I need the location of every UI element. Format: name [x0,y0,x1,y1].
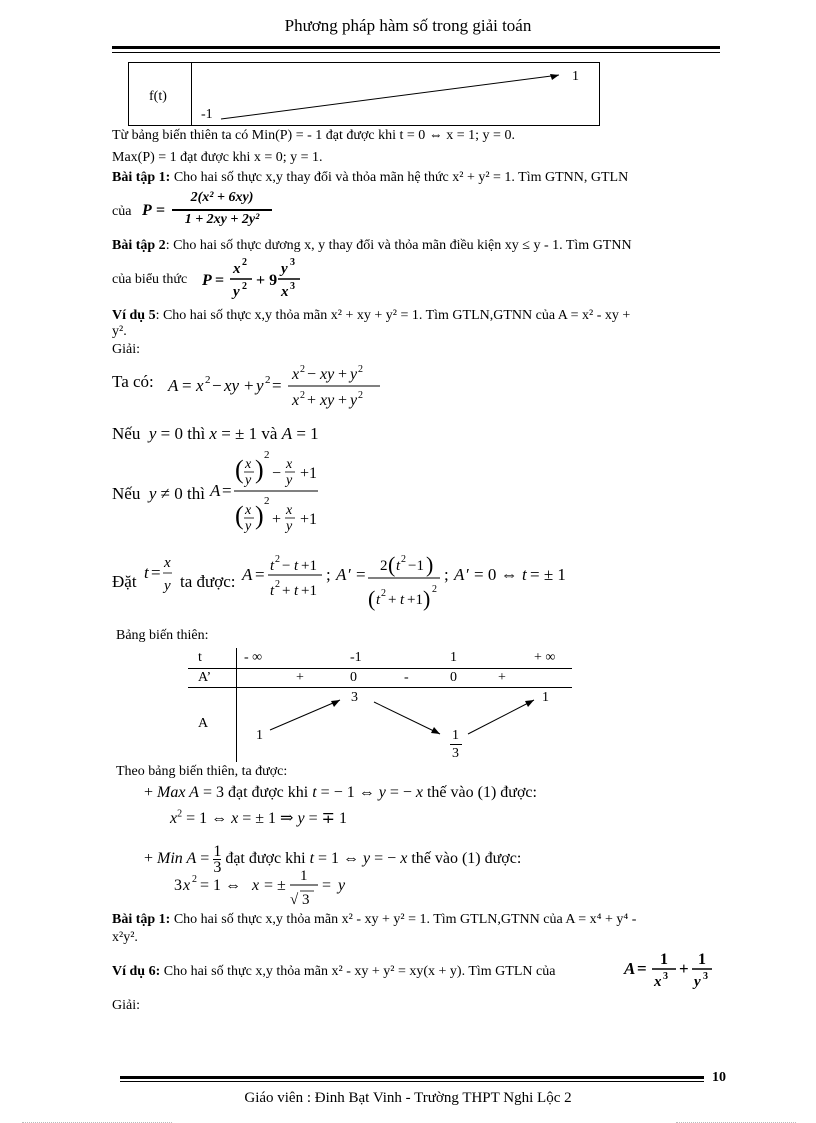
bbt-t-value: 1 [450,650,457,665]
ft-right-value: 1 [572,69,579,84]
svg-text:2: 2 [380,558,388,574]
svg-text:+: + [388,592,397,608]
svg-text:x: x [654,974,662,990]
bbt-t-value: - ∞ [244,650,263,665]
footer-rule-thin [120,1081,704,1082]
svg-text:A: A [168,376,179,395]
bbt-label: Bảng biến thiên: [116,628,209,643]
svg-text:t: t [294,558,299,574]
svg-text:): ) [255,501,264,530]
svg-text:): ) [423,586,431,611]
svg-text:2: 2 [358,364,363,375]
svg-text:x: x [164,555,171,571]
bt2-text: : Cho hai số thực dương x, y thay đổi và thỏa mãn điều kiện xy ≤ y - 1. Tìm GTNN [165,238,632,253]
svg-text:t: t [400,592,405,608]
svg-text:y: y [245,519,252,534]
svg-text:(: ( [368,586,376,611]
svg-text:1: 1 [698,951,706,968]
taco-formula [164,358,394,414]
svg-text:x: x [245,503,252,518]
svg-text:x: x [286,503,293,518]
svg-text:+ 9: + 9 [256,272,278,289]
ft-table [128,62,600,126]
svg-text:x: x [233,261,241,277]
svg-text:2: 2 [275,579,280,590]
svg-text:A: A [624,959,636,978]
svg-text:+1: +1 [300,511,318,528]
svg-text:=: = [272,376,282,395]
svg-text:1: 1 [300,868,308,884]
svg-text:=: = [255,565,265,584]
svg-text:;: ; [444,565,449,584]
svg-text:2: 2 [401,554,406,565]
vd6-label: Ví dụ 6: [112,964,161,979]
vd6-text: Cho hai số thực x,y thỏa mãn x² - xy + y² = xy(x + y). Tìm GTLN của [160,964,556,979]
footer-rule-thick [120,1076,704,1079]
bt1-cua: của [112,204,132,219]
vd6-formula [622,948,714,994]
svg-text:+: + [338,366,348,383]
dat-label: Đặt [112,572,137,591]
svg-text:t: t [396,558,401,574]
svg-text:+: + [282,583,291,599]
vd5-line [112,308,630,324]
max-line: + Max A = 3 đạt được khi t = − 1 ⇔ y = − x thế vào (1) được: [144,784,537,801]
svg-text:=: = [637,959,647,978]
svg-text:2: 2 [192,874,197,885]
svg-text:1: 1 [660,951,668,968]
svg-text:2: 2 [300,364,305,375]
svg-text:x: x [292,392,300,409]
svg-text:2: 2 [381,588,386,599]
svg-text:−: − [272,465,282,482]
vd5-text: : Cho hai số thực x,y thỏa mãn x² + xy + y² = 1. Tìm GTLN,GTNN của A = x² - xy + [155,308,631,323]
svg-text:x: x [286,457,293,472]
svg-text:P: P [202,272,212,289]
svg-text:2: 2 [242,281,247,292]
svg-text:+1: +1 [301,558,317,574]
svg-text:2: 2 [275,554,280,565]
bbt-t-label: t [198,650,202,665]
bbt-arrows [188,648,572,762]
svg-text:3: 3 [703,971,708,982]
variation-table [188,648,572,762]
svg-text:=: = [356,565,366,584]
svg-text:3: 3 [302,892,310,908]
dat-formula [240,548,580,624]
bt2-formula [200,256,310,304]
svg-text:y: y [338,877,346,894]
svg-text:2: 2 [205,374,211,386]
svg-text:3: 3 [290,281,295,292]
svg-text:=: = [215,272,225,289]
vd6-line [112,964,555,980]
theo-line: Theo bảng biến thiên, ta được: [116,764,288,779]
svg-text:+: + [244,376,254,395]
bt1b-text: Cho hai số thực x,y thỏa mãn x² - xy + y² = 1. Tìm GTLN,GTNN của A = x⁴ + y⁴ - [170,912,637,927]
svg-text:3: 3 [290,257,295,268]
vd5-cont: y². [112,324,127,339]
svg-text:=: = [322,877,332,894]
svg-text:A: A [242,565,253,584]
svg-text:t: t [376,592,381,608]
min-result [172,866,372,910]
svg-text:2: 2 [265,374,271,386]
svg-text:y: y [245,473,252,488]
ft-arrow [129,63,599,125]
svg-text:√: √ [290,892,299,908]
line-min: Từ bảng biến thiên ta có Min(P) = - 1 đạt được khi t = 0 ⇔ x = 1; y = 0. [112,128,515,143]
svg-text:x: x [281,284,289,300]
bt2-cua: của biểu thức [112,272,188,287]
svg-text:2: 2 [300,390,305,401]
svg-text:y: y [350,366,358,383]
svg-text:t: t [270,558,275,574]
svg-text:+: + [679,959,689,978]
bbt-sign: + [498,670,506,685]
svg-text:3: 3 [663,971,668,982]
svg-text:y: y [256,376,264,395]
bt1-line [112,170,628,186]
header-rule-thin [112,52,720,53]
min-line: + Min A = $\frac{1}{3}$ đạt được khi t = 1 ⇔ y = − x thế vào (1) được: [144,843,522,876]
bbt-sign: 0 [450,670,457,685]
svg-text:y: y [286,519,293,534]
bbt-a-value: 1 [452,728,459,743]
bbt-sign: 0 [350,670,357,685]
svg-text:′: ′ [466,565,470,584]
neu-yne0-formula [208,448,328,538]
svg-text:=: = [222,481,232,500]
dat-ta-duoc: ta được: [180,572,236,591]
bbt-a-value: 3 [351,690,358,705]
svg-text:;: ; [326,565,331,584]
svg-text:x: x [183,877,191,894]
header-rule-thick [112,46,720,49]
svg-text:2: 2 [432,584,437,595]
svg-text:y: y [350,392,358,409]
svg-text:x: x [196,376,204,395]
svg-text:−1: −1 [408,558,424,574]
svg-text:+: + [338,392,348,409]
bt1b-label: Bài tập 1: [112,912,171,927]
neu-y0-line: Nếu y = 0 thì x = ± 1 và A = 1 [112,424,319,443]
svg-text:(: ( [235,501,244,530]
bbt-a-label: A [198,716,209,731]
line-max: Max(P) = 1 đạt được khi x = 0; y = 1. [112,150,323,165]
max-result: $x^2 = 1$ ⇔ x = ± 1 ⇒ y = ∓ 1 [170,808,348,827]
svg-text:xy: xy [320,392,335,409]
svg-text:2: 2 [264,449,270,461]
bt2-line [112,238,632,254]
svg-text:(: ( [388,552,396,577]
svg-text:=: = [151,563,161,582]
bbt-sign: + [296,670,304,685]
bbt-a-value: 1 [256,728,263,743]
bt1b-cont: x²y². [112,930,138,945]
svg-text:y: y [694,974,701,990]
svg-text:xy: xy [320,366,335,383]
svg-text:2: 2 [242,257,247,268]
svg-text:3: 3 [174,877,182,894]
page-number: 10 [712,1070,726,1085]
ft-row-label: f(t) [149,89,167,104]
svg-text:2: 2 [264,495,270,507]
neu-yne0-line: Nếu y ≠ 0 thì [112,484,205,503]
svg-text:t: t [522,565,527,584]
dat-t-formula [142,550,172,600]
svg-text:−: − [212,376,222,395]
vd5-label: Ví dụ 5 [112,308,156,323]
svg-text:+1: +1 [407,592,423,608]
svg-text:= 1 ⇔: = 1 ⇔ [200,877,242,894]
svg-text:= ± 1: = ± 1 [530,565,566,584]
svg-text:A: A [210,481,221,500]
svg-text:y: y [233,284,240,300]
giai-2: Giải: [112,998,140,1013]
svg-text:−: − [282,558,291,574]
svg-text:t: t [270,583,275,599]
svg-text:(: ( [235,455,244,484]
bt1-text: Cho hai số thực x,y thay đổi và thỏa mãn hệ thức x² + y² = 1. Tìm GTNN, GTLN [170,170,629,185]
bbt-sign: - [404,670,409,685]
giai-1: Giải: [112,342,140,357]
svg-text:): ) [255,455,264,484]
svg-text:A: A [336,565,347,584]
bbt-a-value: 1 [542,690,549,705]
svg-text:′: ′ [348,565,352,584]
svg-text:): ) [426,552,434,577]
bt1-formula: P = 2(x² + 6xy) 1 + 2xy + 2y² [142,190,272,230]
svg-text:+1: +1 [300,465,318,482]
svg-text:+: + [307,392,317,409]
ft-left-value: -1 [201,107,213,122]
bt1b-line [112,912,636,928]
svg-text:x: x [252,877,260,894]
svg-text:xy: xy [224,376,240,395]
taco-label: Ta có: [112,372,154,391]
svg-text:y: y [281,261,288,277]
svg-text:2: 2 [358,390,363,401]
page-title: Phương pháp hàm số trong giải toán [284,16,532,35]
bbt-t-value: + ∞ [534,650,556,665]
svg-text:+: + [272,511,282,528]
svg-text:t: t [144,563,149,582]
svg-text:=: = [182,376,192,395]
svg-text:−: − [307,366,317,383]
svg-text:x: x [245,457,252,472]
svg-text:+1: +1 [301,583,317,599]
svg-text:t: t [294,583,299,599]
svg-text:A: A [454,565,465,584]
svg-text:= ±: = ± [264,877,286,894]
bbt-a-value: 3 [452,746,459,761]
svg-text:x: x [292,366,300,383]
bbt-aprime-label: A’ [198,670,212,685]
svg-text:y: y [164,578,171,594]
svg-text:= 0 ⇔: = 0 ⇔ [474,565,518,584]
svg-text:y: y [286,473,293,488]
footer-text: Giáo viên : Đinh Bạt Vinh - Trường THPT Nghi Lộc 2 [244,1090,572,1106]
bt1-label: Bài tập 1: [112,170,171,185]
bt2-label: Bài tập 2 [112,238,166,253]
bbt-t-value: -1 [350,650,362,665]
